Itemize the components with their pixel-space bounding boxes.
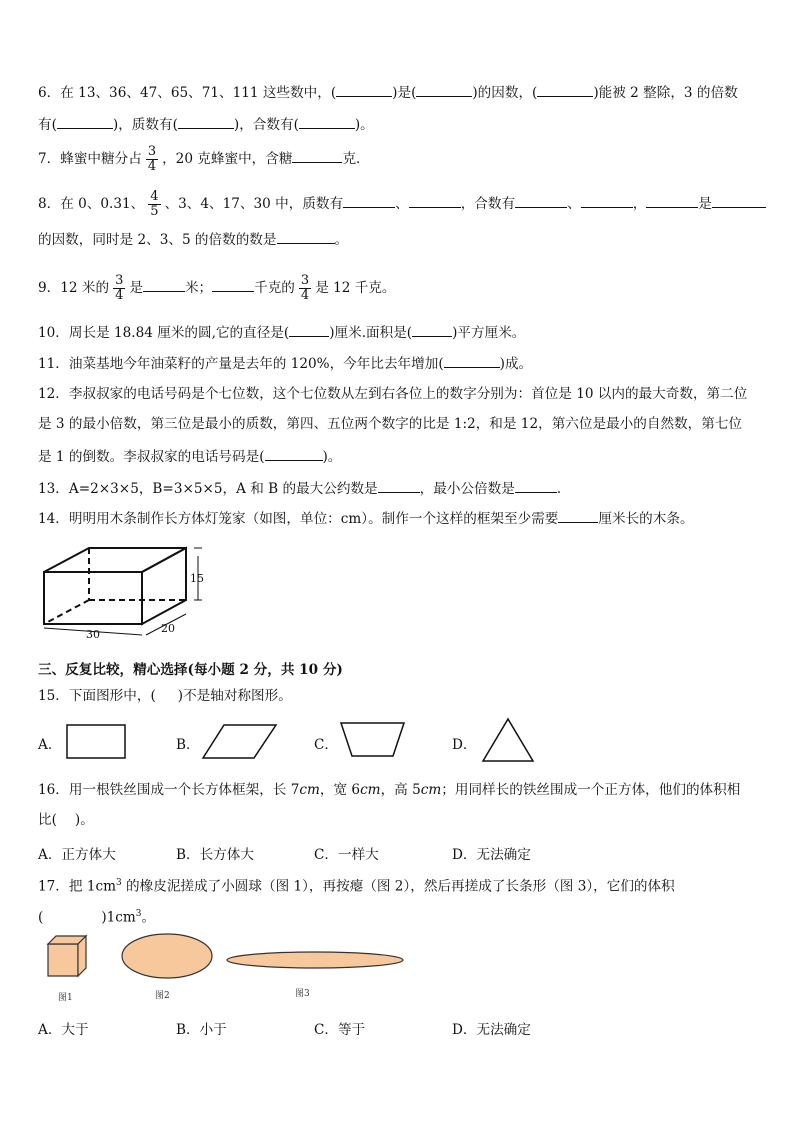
question-12-line-3: 是 1 的倒数。李叔叔家的电话号码是( )。 <box>38 446 341 467</box>
option-d[interactable]: D．无法确定 <box>452 1022 531 1038</box>
fraction: $\frac{3}{4}$ <box>147 144 157 174</box>
answer-blank[interactable] <box>299 114 355 129</box>
clay-flattened-ellipse <box>122 934 212 978</box>
answer-blank[interactable] <box>57 114 113 129</box>
answer-blank[interactable] <box>712 193 766 208</box>
answer-blank[interactable] <box>537 82 593 97</box>
width-label: 20 <box>161 622 175 635</box>
answer-blank[interactable] <box>444 353 500 368</box>
answer-blank[interactable] <box>343 193 395 208</box>
cuboid-side-face <box>142 548 186 624</box>
question-13: 13．A=2×3×5，B=3×5×5，A 和 B 的最大公约数是 ，最小公倍数是 ． <box>38 478 570 499</box>
answer-blank[interactable] <box>292 148 342 163</box>
question-17-line-2: ( )$1cm^3$。 <box>38 909 156 926</box>
answer-blank[interactable] <box>581 193 633 208</box>
fraction: $\frac{3}{4}$ <box>115 273 124 303</box>
figure-2-label: 图2 <box>155 991 170 1001</box>
rectangle-shape[interactable] <box>64 722 130 762</box>
option-d-label[interactable]: D． <box>452 737 477 753</box>
question-6-line-1: 6．在 13、36、47、65、71、111 这些数中，( )是( )的因数，( )能被 2 整除，3 的倍数 <box>38 82 738 103</box>
clay-long-strip <box>227 952 403 968</box>
question-6-line-2: 有( )，质数有( )，合数有( )。 <box>38 114 374 135</box>
question-12-line-1: 12．李叔叔家的电话号码是个七位数，这个七位数从左到右各位上的数字分别为：首位是 10 以内的最大奇数，第二位 <box>38 386 748 402</box>
answer-blank[interactable] <box>515 193 567 208</box>
triangle-shape[interactable] <box>480 716 536 764</box>
answer-blank[interactable] <box>409 193 461 208</box>
answer-blank[interactable] <box>646 193 698 208</box>
trapezoid-shape[interactable] <box>338 720 408 760</box>
question-16-line-1: 16．用一根铁丝围成一个长方体框架，长 7cm，宽 6cm，高 5cm；用同样长的铁丝围成一个正方体，他们的体积相 <box>38 782 741 798</box>
answer-blank[interactable] <box>558 508 598 523</box>
figure-3-label: 图3 <box>295 989 310 999</box>
question-8-line-1: 8．在 0、0.31、 $\frac{4}{5}$ 、3、4、17、30 中，质数有 、 ，合数有 、 ， 是 <box>38 190 766 219</box>
height-label: 15 <box>190 572 204 585</box>
answer-blank[interactable] <box>178 114 234 129</box>
question-16-line-2: 比( )。 <box>38 812 94 828</box>
answer-blank[interactable] <box>143 277 185 292</box>
fraction: $\frac{3}{4}$ <box>300 273 310 303</box>
question-17-line-1: 17．把 $1cm^3$ 的橡皮泥搓成了小圆球（图 1），再按瘪（图 2），然后再搓成了长条形（图 3），它们的体积 <box>38 878 675 895</box>
fraction: $\frac{4}{5}$ <box>150 189 159 219</box>
option-a[interactable]: A．正方体大 <box>38 847 116 863</box>
figure-1-label: 图1 <box>58 993 73 1003</box>
option-a[interactable]: A．大于 <box>38 1022 89 1038</box>
question-7: 7．蜂蜜中糖分占 $\frac{3}{4}$ ，20 克蜂蜜中，含糖 克． <box>38 144 370 174</box>
option-c[interactable]: C．等于 <box>314 1022 366 1038</box>
option-a-label[interactable]: A． <box>38 737 62 753</box>
question-10: 10．周长是 18.84 厘米的圆,它的直径是( )厘米.面积是( )平方厘米。 <box>38 322 525 343</box>
option-b-label[interactable]: B． <box>176 737 200 753</box>
answer-blank[interactable] <box>515 478 557 493</box>
question-11: 11．油菜基地今年油菜籽的产量是去年的 120%，今年比去年增加( )成。 <box>38 353 532 374</box>
question-9: 9．12 米的 $\frac{3}{4}$ 是 米； 千克的 $\frac{3}{4}$ 是 12 千克。 <box>38 273 396 303</box>
answer-blank[interactable] <box>378 478 420 493</box>
question-14: 14．明明用木条制作长方体灯笼家（如图，单位：cm）。制作一个这样的框架至少需要 厘米长的木条。 <box>38 508 694 529</box>
length-label: 30 <box>86 628 100 640</box>
answer-blank[interactable] <box>212 277 254 292</box>
answer-blank[interactable] <box>412 322 452 337</box>
option-b[interactable]: B．小于 <box>176 1022 227 1038</box>
option-d[interactable]: D．无法确定 <box>452 847 531 863</box>
question-15: 15．下面图形中，( )不是轴对称图形。 <box>38 688 292 704</box>
answer-blank[interactable] <box>289 322 329 337</box>
option-c[interactable]: C．一样大 <box>314 847 379 863</box>
answer-blank[interactable] <box>265 446 323 461</box>
clay-cube <box>48 936 86 976</box>
section-3-title: 三、反复比较，精心选择(每小题 2 分，共 10 分) <box>38 662 343 678</box>
question-8-line-2: 的因数，同时是 2、3、5 的倍数的数是 。 <box>38 229 348 250</box>
option-c-label[interactable]: C． <box>314 737 338 753</box>
parallelogram-shape[interactable] <box>200 722 282 762</box>
cuboid-figure <box>34 540 214 640</box>
hidden-edge <box>44 600 89 624</box>
answer-blank[interactable] <box>336 82 392 97</box>
question-12-line-2: 是 3 的最小倍数，第三位是最小的质数，第四、五位两个数字的比是 1:2，和是 12，第六位是最小的自然数，第七位 <box>38 416 743 432</box>
answer-blank[interactable] <box>416 82 472 97</box>
clay-figures <box>40 930 420 1010</box>
answer-blank[interactable] <box>277 229 335 244</box>
option-b[interactable]: B．长方体大 <box>176 847 254 863</box>
